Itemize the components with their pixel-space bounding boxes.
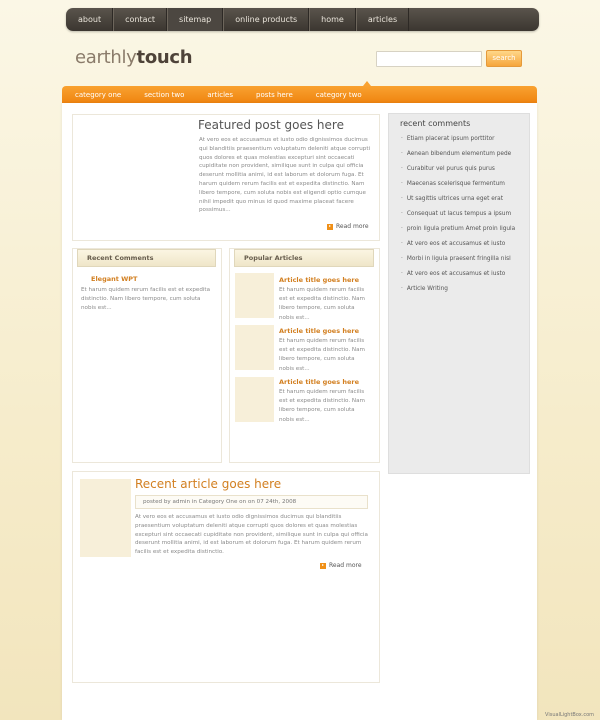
featured-post-title[interactable]: Featured post goes here — [198, 118, 344, 132]
popular-article-title-3[interactable]: Article title goes here — [279, 378, 359, 386]
featured-post-body: At vero eos et accusamus et iusto odio dignissimos ducimus qui blanditiis praesentium voluptatum deleniti atque corrupti quos dolores et quas molestias excepturi sint occaecati cupiditate non provident, similique sunt in culpa qui officia deserunt mollitia animi, id est laborum et dolorum fuga. Et harum quidem rerum facilis est et expedita distinctio. Nam libero tempore, cum soluta nobis est eligendi optio cumque nihil impedit quo minus id quod maxime placeat facere possimus... — [199, 137, 371, 214]
popular-article-title-2[interactable]: Article title goes here — [279, 327, 359, 335]
sidebar-link[interactable]: · Maecenas scelerisque fermentum — [401, 181, 505, 187]
category-section-two[interactable]: section two — [144, 90, 185, 99]
credit-text: VisualLightBox.com — [545, 712, 594, 718]
category-articles[interactable]: articles — [207, 90, 233, 99]
sidebar-link[interactable]: · At vero eos et accusamus et iusto — [401, 241, 505, 247]
site-logo[interactable] — [75, 47, 192, 68]
featured-read-more-label: Read more — [336, 223, 369, 230]
popular-article-title-1[interactable]: Article title goes here — [279, 276, 359, 284]
recent-read-more-label: Read more — [329, 562, 362, 569]
recent-comments-heading: Recent Comments — [77, 249, 216, 267]
featured-read-more-link[interactable] — [327, 223, 369, 230]
sidebar-link[interactable]: · Morbi in ligula praesent fringilla nisl — [401, 256, 511, 262]
recent-read-more-link[interactable] — [320, 562, 362, 569]
arrow-right-icon — [327, 224, 333, 230]
nav-online-products[interactable]: online products — [223, 8, 309, 31]
category-one[interactable]: category one — [75, 90, 122, 99]
recent-article-title[interactable]: Recent article goes here — [135, 477, 282, 491]
sidebar-link[interactable]: · proin ligula pretium Amet proin ligula — [401, 226, 515, 232]
popular-articles-heading: Popular Articles — [234, 249, 374, 267]
logo-light-text: earthly — [75, 47, 137, 68]
popular-article-text-3: Et harum quidem rerum facilis est et expedita distinctio. Nam libero tempore, cum soluta nobis est... — [279, 389, 365, 423]
top-navigation — [66, 8, 539, 31]
search-input[interactable] — [376, 51, 482, 67]
sidebar-link[interactable]: · At vero eos et accusamus et iusto — [401, 271, 505, 277]
sidebar-link[interactable]: · Consequat ut lacus tempus a ipsum — [401, 211, 511, 217]
article-thumbnail[interactable] — [235, 325, 274, 370]
nav-contact[interactable]: contact — [113, 8, 167, 31]
sidebar-link[interactable]: · Ut sagittis ultrices urna eget erat — [401, 196, 503, 202]
category-bar — [62, 86, 537, 103]
arrow-right-icon — [320, 563, 326, 569]
category-posts-here[interactable]: posts here — [256, 90, 293, 99]
recent-article-meta: posted by admin in Category One on on 07 24th, 2008 — [135, 495, 368, 509]
article-thumbnail[interactable] — [235, 273, 274, 318]
category-two[interactable]: category two — [315, 90, 362, 99]
sidebar-link[interactable]: · Aenean bibendum elementum pede — [401, 151, 511, 157]
nav-sitemap[interactable]: sitemap — [167, 8, 223, 31]
recent-article-thumbnail[interactable] — [80, 479, 131, 557]
popular-article-text-1: Et harum quidem rerum facilis est et expedita distinctio. Nam libero tempore, cum soluta nobis est... — [279, 287, 365, 321]
nav-home[interactable]: home — [309, 8, 356, 31]
nav-about[interactable]: about — [66, 8, 113, 31]
sidebar-link[interactable]: · Etiam placerat ipsum porttitor — [401, 136, 495, 142]
popular-article-text-2: Et harum quidem rerum facilis est et expedita distinctio. Nam libero tempore, cum soluta nobis est... — [279, 338, 365, 372]
recent-article-body: At vero eos et accusamus et iusto odio dignissimos ducimus qui blanditiis praesentium voluptatum deleniti atque corrupti quos dolores et quas molestias excepturi sint occaecati cupiditate non provident, similique sunt in culpa qui officia deserunt mollitia animi, id est laborum et dolorum fuga. Et harum quidem rerum facilis est et expedita distinctio. — [135, 514, 368, 556]
sidebar-link[interactable]: · Curabitur vel purus quis purus — [401, 166, 495, 172]
sidebar-heading: recent comments — [400, 119, 471, 128]
logo-bold-text: touch — [136, 47, 193, 68]
comment-text: Et harum quidem rerum facilis est et expedita distinctio. Nam libero tempore, cum soluta nobis est... — [81, 287, 211, 312]
sidebar-link[interactable]: · Article Writing — [401, 286, 448, 292]
comment-author-link[interactable]: Elegant WPT — [91, 275, 138, 283]
nav-articles[interactable]: articles — [356, 8, 409, 31]
search-button[interactable]: search — [486, 50, 522, 67]
article-thumbnail[interactable] — [235, 377, 274, 422]
active-category-caret-icon — [363, 81, 371, 86]
